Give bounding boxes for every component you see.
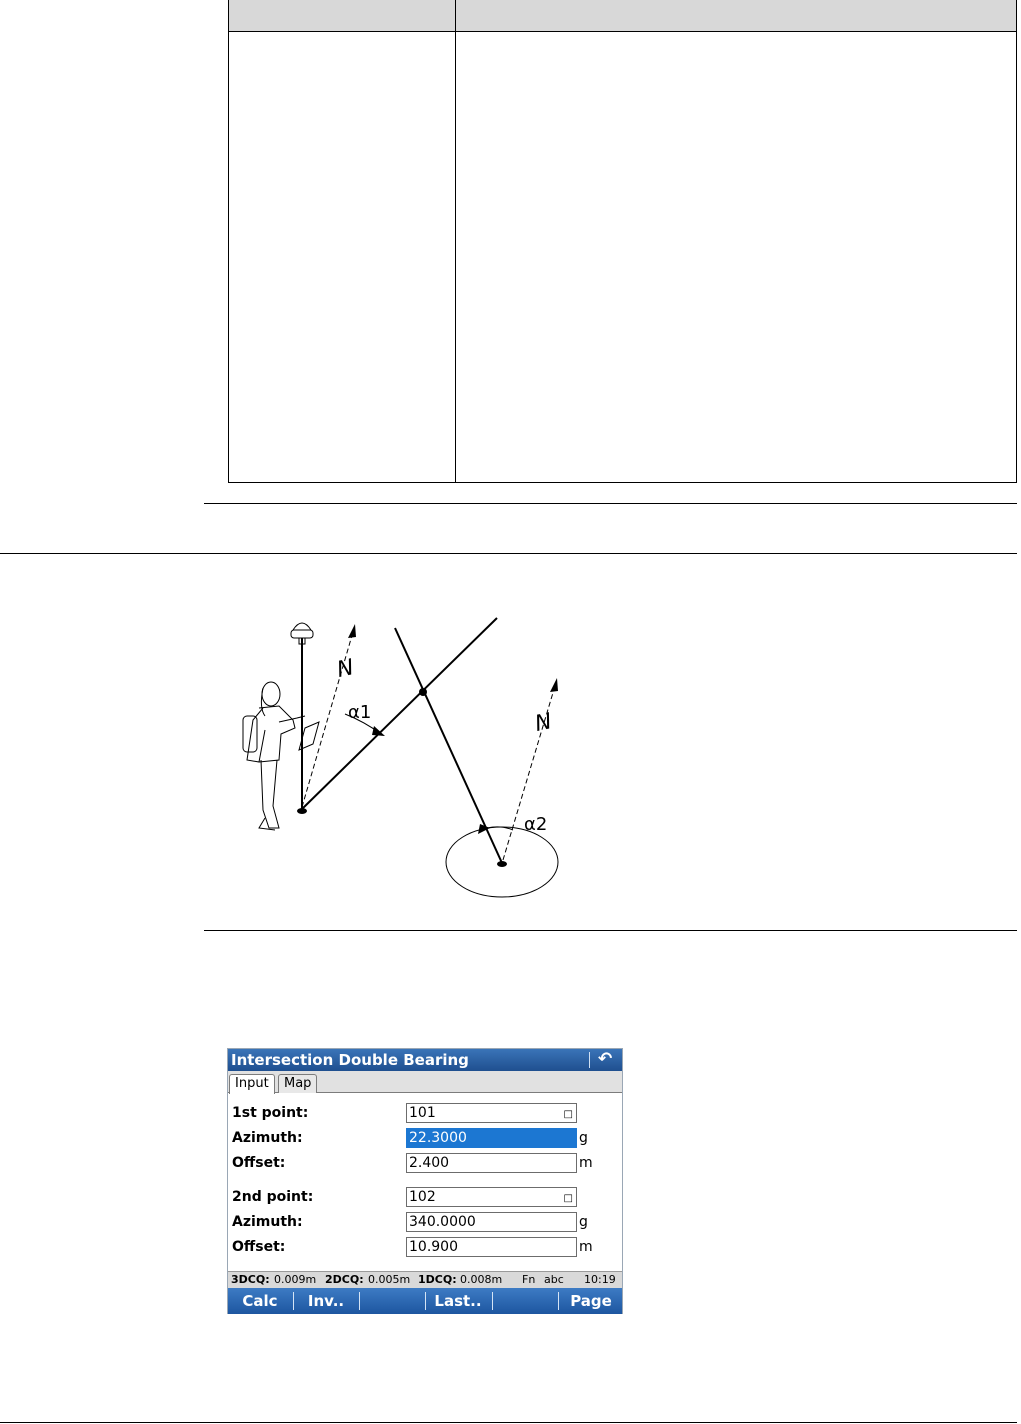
dropdown-icon[interactable]: □ [563, 1193, 573, 1204]
north-label-2: N [532, 709, 555, 737]
cq2-value: 0.005m [368, 1273, 411, 1286]
double-bearing-diagram [235, 610, 575, 910]
intersection-point [419, 688, 427, 696]
offset-2-label: Offset: [232, 1239, 286, 1255]
softkey-bar [228, 1288, 622, 1314]
section-divider [204, 930, 1017, 931]
section-divider [204, 503, 1017, 504]
azimuth-2-input[interactable]: 340.0000 [406, 1212, 577, 1232]
cq1-value: 0.008m [460, 1273, 503, 1286]
cq1-label: 1DCQ: [418, 1273, 457, 1286]
second-point-label: 2nd point: [232, 1189, 314, 1205]
north-arrow-2-head [550, 678, 558, 692]
cq2-label: 2DCQ: [325, 1273, 364, 1286]
input-mode: abc [544, 1273, 564, 1286]
bearing-line-1 [301, 618, 497, 810]
offset-2-unit: m [579, 1239, 593, 1255]
last-button[interactable]: Last.. [434, 1292, 482, 1310]
offset-2-input[interactable]: 10.900 [406, 1237, 577, 1257]
back-arrow-icon[interactable]: ↶ [598, 1049, 613, 1069]
status-bar [228, 1271, 622, 1288]
screen-title: Intersection Double Bearing [231, 1051, 469, 1069]
cq3-value: 0.009m [274, 1273, 317, 1286]
azimuth-1-unit: g [579, 1130, 588, 1146]
cq3-label: 3DCQ: [231, 1273, 270, 1286]
north-arrow-1-head [348, 624, 356, 638]
station-point-2 [497, 861, 507, 867]
page-bottom-divider [0, 1422, 1017, 1423]
first-point-select[interactable] [406, 1103, 577, 1123]
north-label-1: N [334, 655, 357, 683]
azimuth-2-label: Azimuth: [232, 1214, 303, 1230]
second-point-select[interactable] [406, 1187, 577, 1207]
first-point-value: 101 [409, 1105, 436, 1121]
tab-bar [228, 1071, 622, 1093]
offset-1-label: Offset: [232, 1155, 286, 1171]
tab-input[interactable]: Input [229, 1074, 275, 1094]
title-bar [228, 1049, 622, 1071]
section-divider [0, 553, 1017, 554]
clock: 10:19 [584, 1273, 616, 1286]
dropdown-icon[interactable]: □ [563, 1109, 573, 1120]
surveyor-figure [243, 623, 319, 830]
fn-indicator: Fn [522, 1273, 536, 1286]
azimuth-1-input[interactable]: 22.3000 [406, 1128, 577, 1148]
device-screen [227, 1048, 623, 1314]
inv-button[interactable]: Inv.. [307, 1292, 345, 1310]
table-column-divider [455, 0, 456, 482]
azimuth-1-label: Azimuth: [232, 1130, 303, 1146]
title-separator [589, 1052, 590, 1068]
info-table [228, 0, 1017, 483]
angle-label-1: α1 [348, 702, 372, 723]
softkey-3-button[interactable] [360, 1288, 424, 1314]
page-button[interactable]: Page [570, 1292, 612, 1310]
tab-map[interactable]: Map [278, 1074, 317, 1093]
offset-1-unit: m [579, 1155, 593, 1171]
softkey-5-button[interactable] [493, 1288, 557, 1314]
angle-arc-2 [446, 828, 516, 880]
calc-button[interactable]: Calc [242, 1292, 278, 1310]
offset-1-input[interactable]: 2.400 [406, 1153, 577, 1173]
angle-label-2: α2 [524, 814, 548, 835]
table-header-row [229, 0, 1016, 32]
azimuth-2-unit: g [579, 1214, 588, 1230]
first-point-label: 1st point: [232, 1105, 309, 1121]
second-point-value: 102 [409, 1189, 436, 1205]
